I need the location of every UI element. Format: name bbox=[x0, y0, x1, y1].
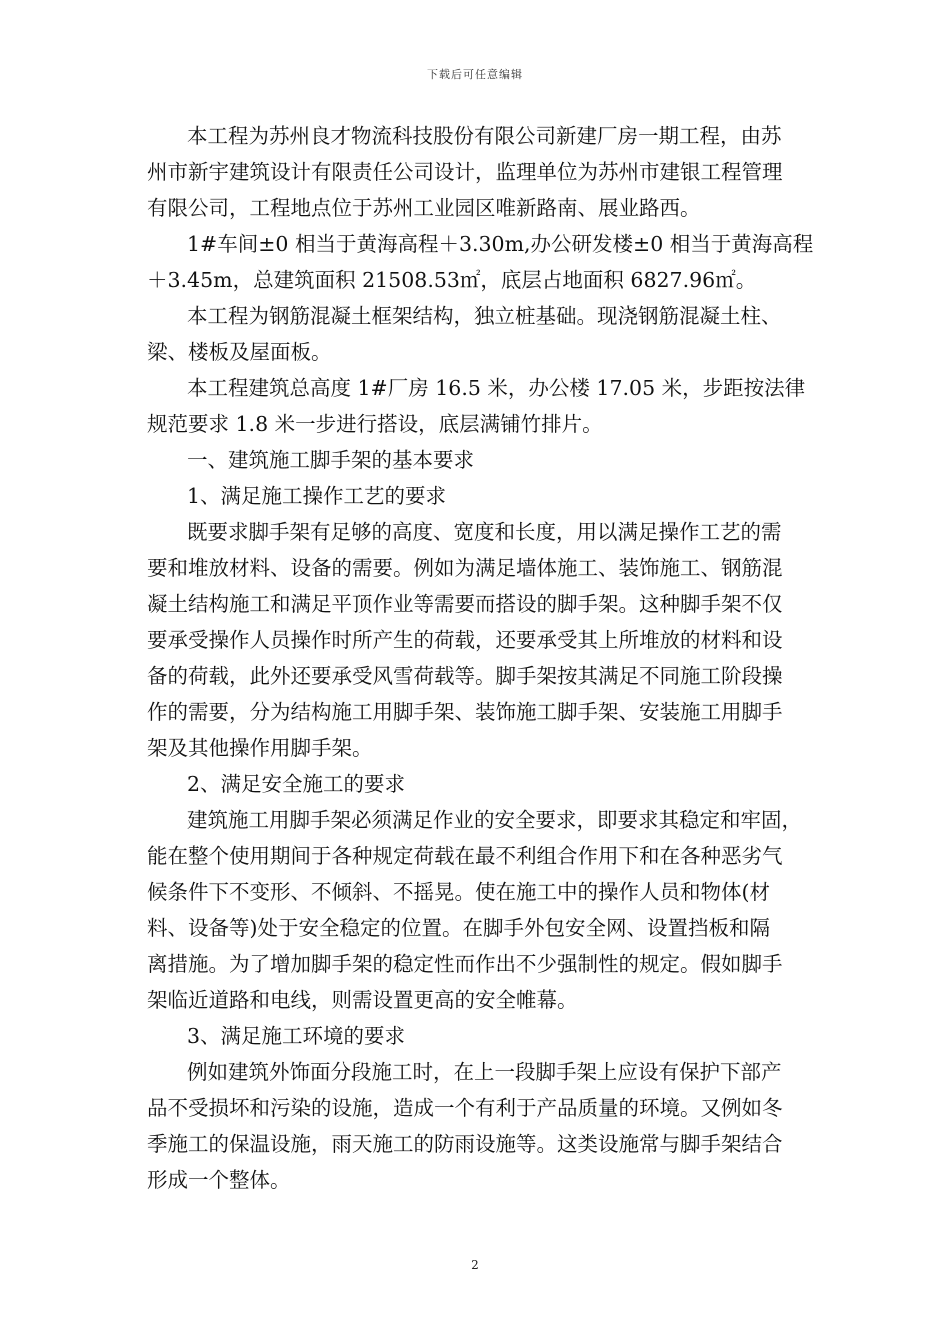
text-line: 1、满足施工操作工艺的要求 bbox=[187, 484, 447, 508]
text-line: 候条件下不变形、不倾斜、不摇晃。使在施工中的操作人员和物体(材 bbox=[147, 880, 770, 904]
text-line: 能在整个使用期间于各种规定荷载在最不利组合作用下和在各种恶劣气 bbox=[147, 844, 783, 868]
document-body bbox=[147, 118, 847, 1198]
text-line: 料、设备等)处于安全稳定的位置。在脚手外包安全网、设置挡板和隔 bbox=[147, 916, 770, 940]
text-line: 一、建筑施工脚手架的基本要求 bbox=[187, 448, 474, 472]
text-line: 3、满足施工环境的要求 bbox=[187, 1024, 406, 1048]
text-line: 梁、楼板及屋面板。 bbox=[147, 340, 332, 364]
text-line: 形成一个整体。 bbox=[147, 1168, 291, 1192]
text-line: 要承受操作人员操作时所产生的荷载，还要承受其上所堆放的材料和设 bbox=[147, 628, 783, 652]
text-line: 本工程建筑总高度 1#厂房 16.5 米，办公楼 17.05 米，步距按法律 bbox=[187, 376, 806, 400]
text-line: 1#车间±0 相当于黄海高程＋3.30m,办公研发楼±0 相当于黄海高程 bbox=[187, 232, 814, 256]
text-line: 备的荷载，此外还要承受风雪荷载等。脚手架按其满足不同施工阶段操 bbox=[147, 664, 783, 688]
text-line: 有限公司，工程地点位于苏州工业园区唯新路南、展业路西。 bbox=[147, 196, 701, 220]
text-line: 作的需要，分为结构施工用脚手架、装饰施工脚手架、安装施工用脚手 bbox=[147, 700, 783, 724]
page-number: 2 bbox=[471, 1258, 479, 1272]
text-line: 架临近道路和电线，则需设置更高的安全帷幕。 bbox=[147, 988, 578, 1012]
text-line: 品不受损坏和污染的设施，造成一个有利于产品质量的环境。又例如冬 bbox=[147, 1096, 783, 1120]
text-line: 本工程为钢筋混凝土框架结构，独立桩基础。现浇钢筋混凝土柱、 bbox=[187, 304, 782, 328]
text-line: 离措施。为了增加脚手架的稳定性而作出不少强制性的规定。假如脚手 bbox=[147, 952, 783, 976]
header-note: 下载后可任意编辑 bbox=[427, 68, 523, 81]
text-line: 2、满足安全施工的要求 bbox=[187, 772, 406, 796]
text-line: 例如建筑外饰面分段施工时，在上一段脚手架上应设有保护下部产 bbox=[187, 1060, 782, 1084]
text-line: 州市新宇建筑设计有限责任公司设计，监理单位为苏州市建银工程管理 bbox=[147, 160, 783, 184]
text-line: 规范要求 1.8 米一步进行搭设，底层满铺竹排片。 bbox=[147, 412, 603, 436]
text-line: 凝土结构施工和满足平顶作业等需要而搭设的脚手架。这种脚手架不仅 bbox=[147, 592, 783, 616]
text-line: 既要求脚手架有足够的高度、宽度和长度，用以满足操作工艺的需 bbox=[187, 520, 782, 544]
text-line: 建筑施工用脚手架必须满足作业的安全要求，即要求其稳定和牢固， bbox=[187, 808, 802, 832]
text-line: 季施工的保温设施，雨天施工的防雨设施等。这类设施常与脚手架结合 bbox=[147, 1132, 783, 1156]
text-line: 要和堆放材料、设备的需要。例如为满足墙体施工、装饰施工、钢筋混 bbox=[147, 556, 783, 580]
text-line: 本工程为苏州良才物流科技股份有限公司新建厂房一期工程，由苏 bbox=[187, 124, 782, 148]
text-line: 架及其他操作用脚手架。 bbox=[147, 736, 373, 760]
text-line: ＋3.45m，总建筑面积 21508.53㎡，底层占地面积 6827.96㎡。 bbox=[147, 268, 757, 292]
